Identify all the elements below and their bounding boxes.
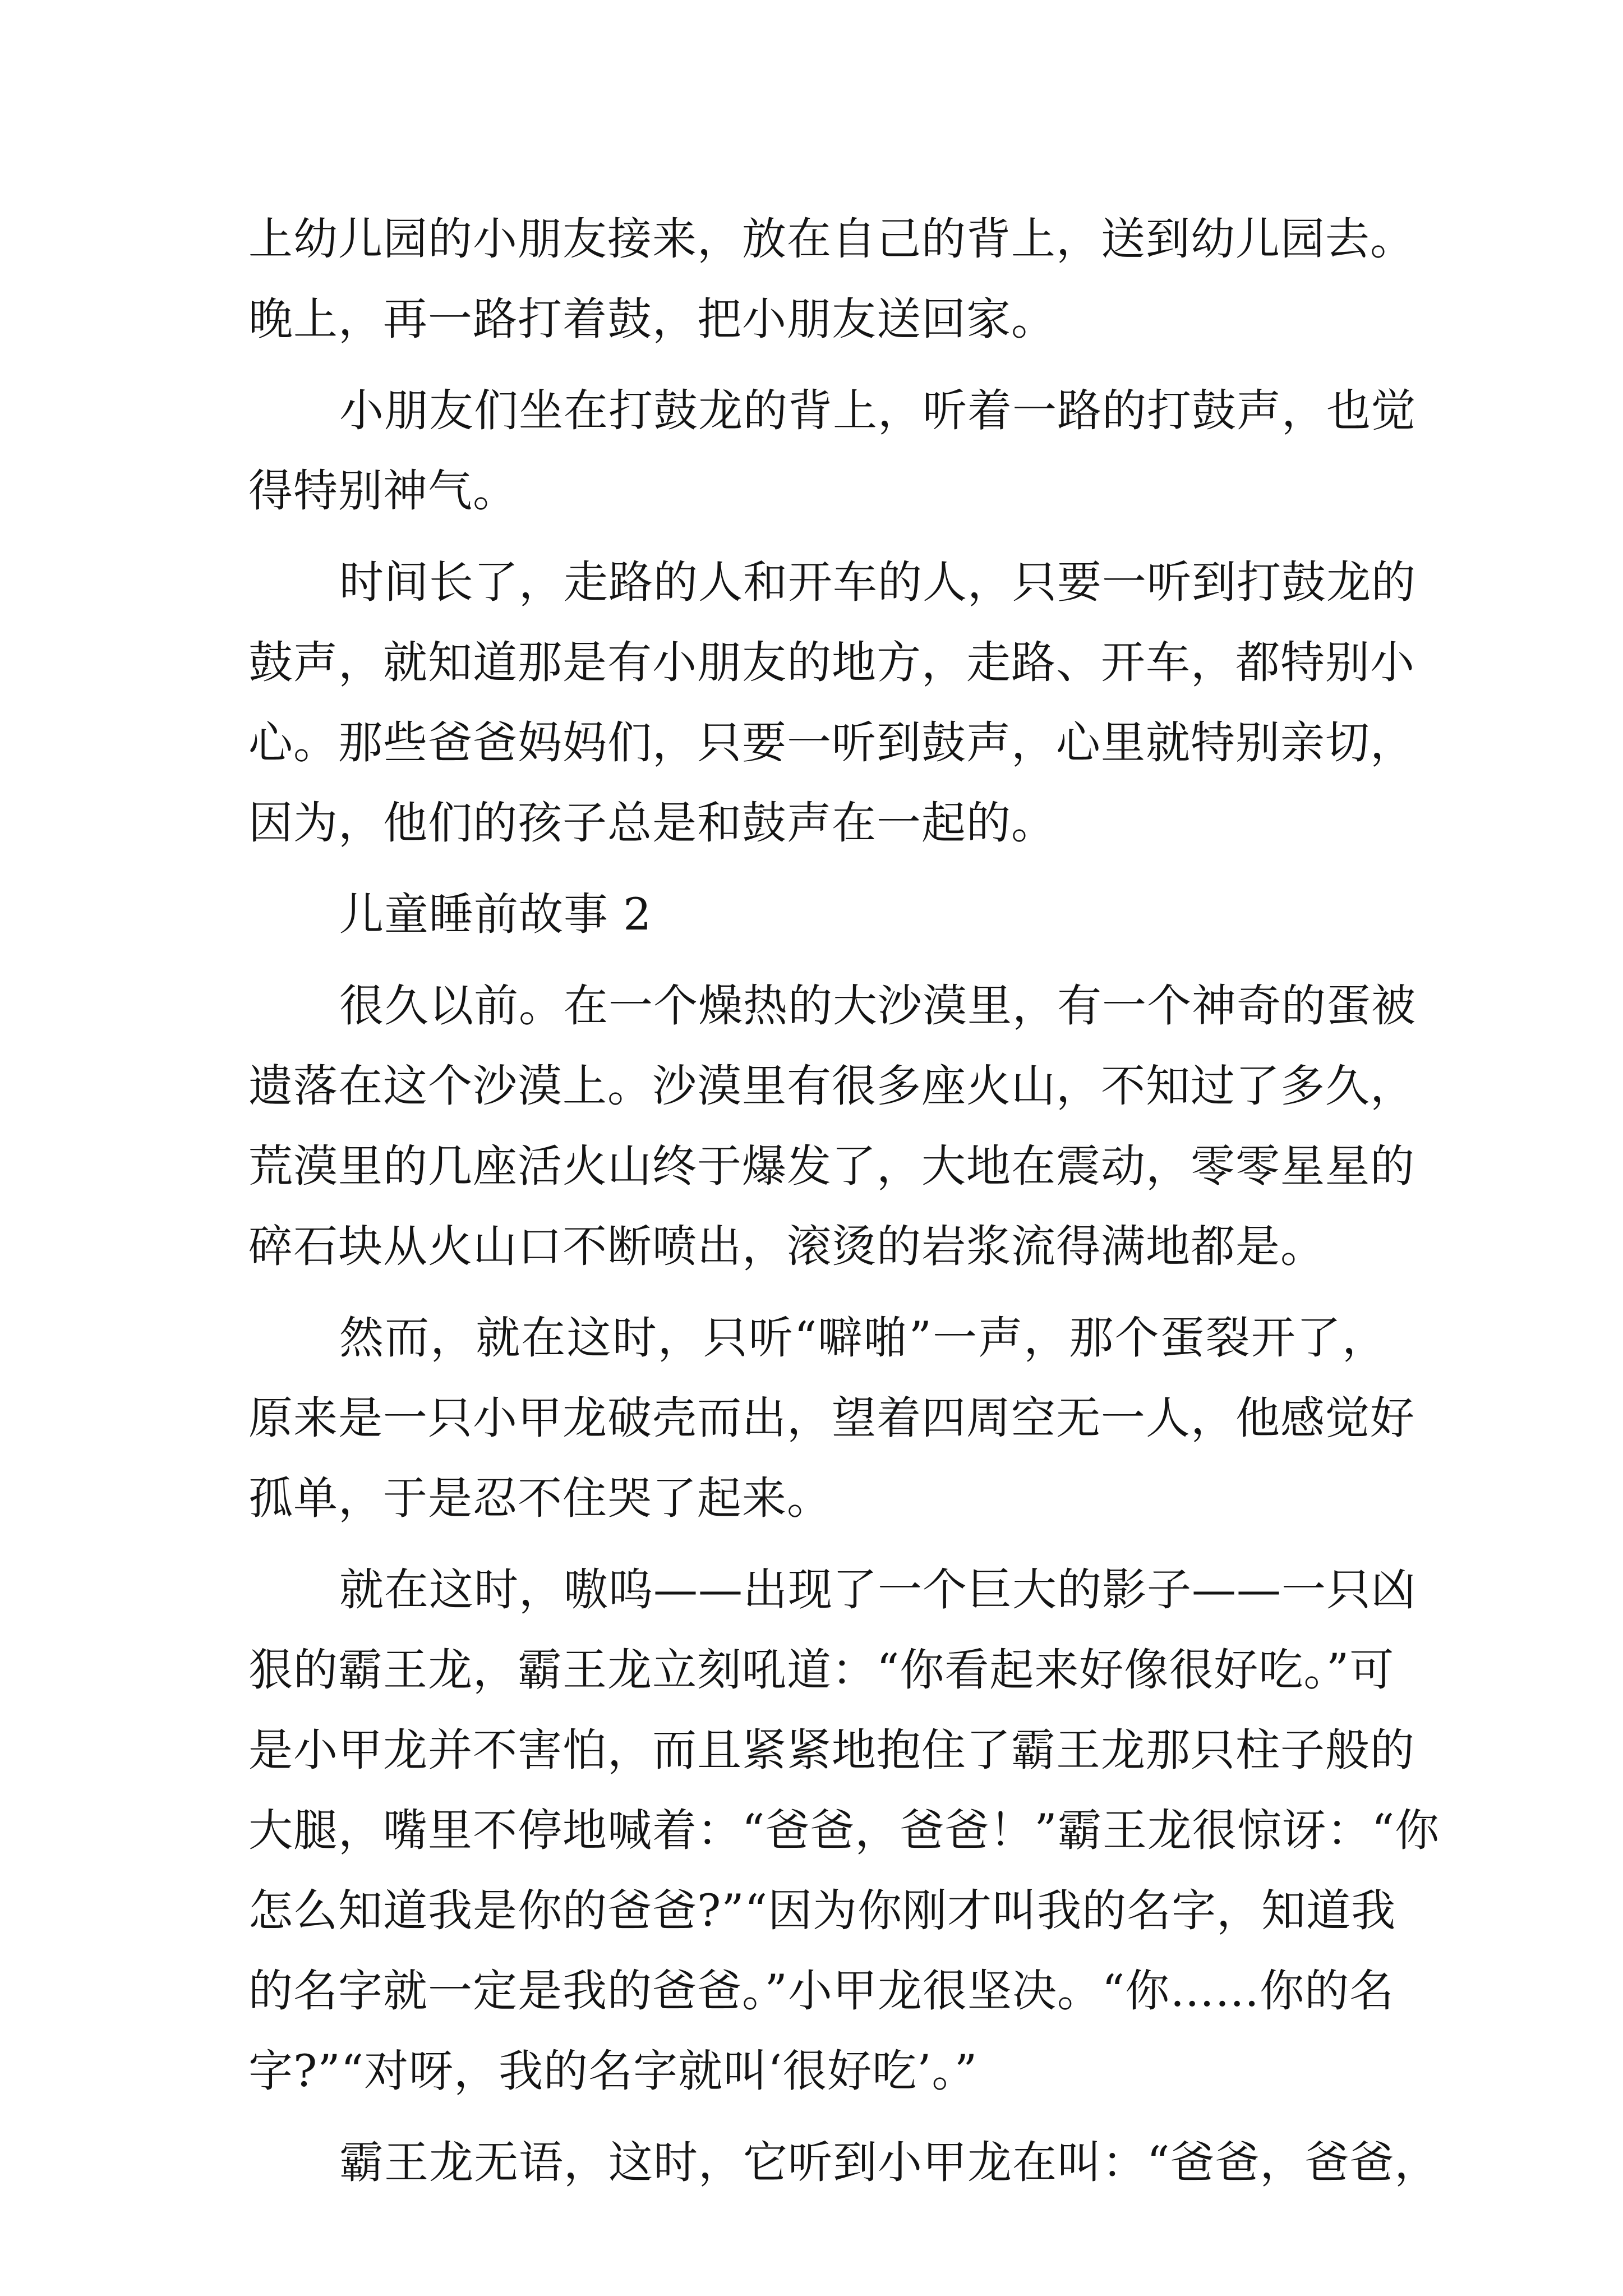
- section-heading: [248, 875, 1387, 955]
- paragraph-3: [248, 542, 1416, 863]
- paragraph-5: [248, 1298, 1415, 1539]
- paragraph-2: [248, 371, 1416, 531]
- text-line: 时间长了，走路的人和开车的人，只要一听到打鼓龙的: [339, 556, 1416, 608]
- paragraph-4: [248, 966, 1416, 1287]
- text-line: 得特别神气。: [248, 465, 518, 517]
- paragraph-6: [248, 1550, 1440, 2111]
- text-line: 的名字就一定是我的爸爸。”小甲龙很坚决。“你……你的名: [248, 1965, 1395, 2017]
- text-line: 孤单，于是忍不住哭了起来。: [248, 1473, 832, 1524]
- text-line: 狠的霸王龙，霸王龙立刻吼道：“你看起来好像很好吃。”可: [248, 1644, 1395, 1696]
- text-line: 碎石块从火山口不断喷出，滚烫的岩浆流得满地都是。: [248, 1221, 1325, 1272]
- text-line: 晚上，再一路打着鼓，把小朋友送回家。: [248, 293, 1056, 345]
- text-line: 很久以前。在一个燥热的大沙漠里，有一个神奇的蛋被: [339, 980, 1416, 1032]
- paragraph-7: [248, 2123, 1440, 2203]
- text-line: 因为，他们的孩子总是和鼓声在一起的。: [248, 797, 1056, 849]
- text-line: 大腿，嘴里不停地喊着：“爸爸，爸爸！”霸王龙很惊讶：“你: [248, 1805, 1440, 1856]
- heading-text: 儿童睡前故事 2: [339, 889, 652, 940]
- text-line: 小朋友们坐在打鼓龙的背上，听着一路的打鼓声，也觉: [339, 385, 1416, 436]
- text-line: 字?”“对呀，我的名字就叫‘很好吃’。”: [248, 2045, 978, 2097]
- text-line: 是小甲龙并不害怕，而且紧紧地抱住了霸王龙那只柱子般的: [248, 1724, 1415, 1776]
- text-line: 霸王龙无语，这时，它听到小甲龙在叫：“爸爸，爸爸，: [339, 2137, 1440, 2188]
- text-line: 就在这时，嗷呜——出现了一个巨大的影子——一只凶: [339, 1564, 1416, 1616]
- text-line: 上幼儿园的小朋友接来，放在自己的背上，送到幼儿园去。: [248, 213, 1415, 265]
- text-line: 鼓声，就知道那是有小朋友的地方，走路、开车，都特别小: [248, 637, 1415, 688]
- text-line: 心。那些爸爸妈妈们，只要一听到鼓声，心里就特别亲切，: [248, 717, 1415, 769]
- paragraph-1: [248, 199, 1415, 360]
- text-line: 原来是一只小甲龙破壳而出，望着四周空无一人，他感觉好: [248, 1392, 1415, 1444]
- document-body: [248, 199, 1440, 2214]
- text-line: 荒漠里的几座活火山终于爆发了，大地在震动，零零星星的: [248, 1140, 1415, 1192]
- text-line: 怎么知道我是你的爸爸?”“因为你刚才叫我的名字，知道我: [248, 1885, 1396, 1936]
- text-line: 遗落在这个沙漠上。沙漠里有很多座火山，不知过了多久，: [248, 1060, 1415, 1112]
- text-line: 然而，就在这时，只听“噼啪”一声，那个蛋裂开了，: [339, 1312, 1387, 1364]
